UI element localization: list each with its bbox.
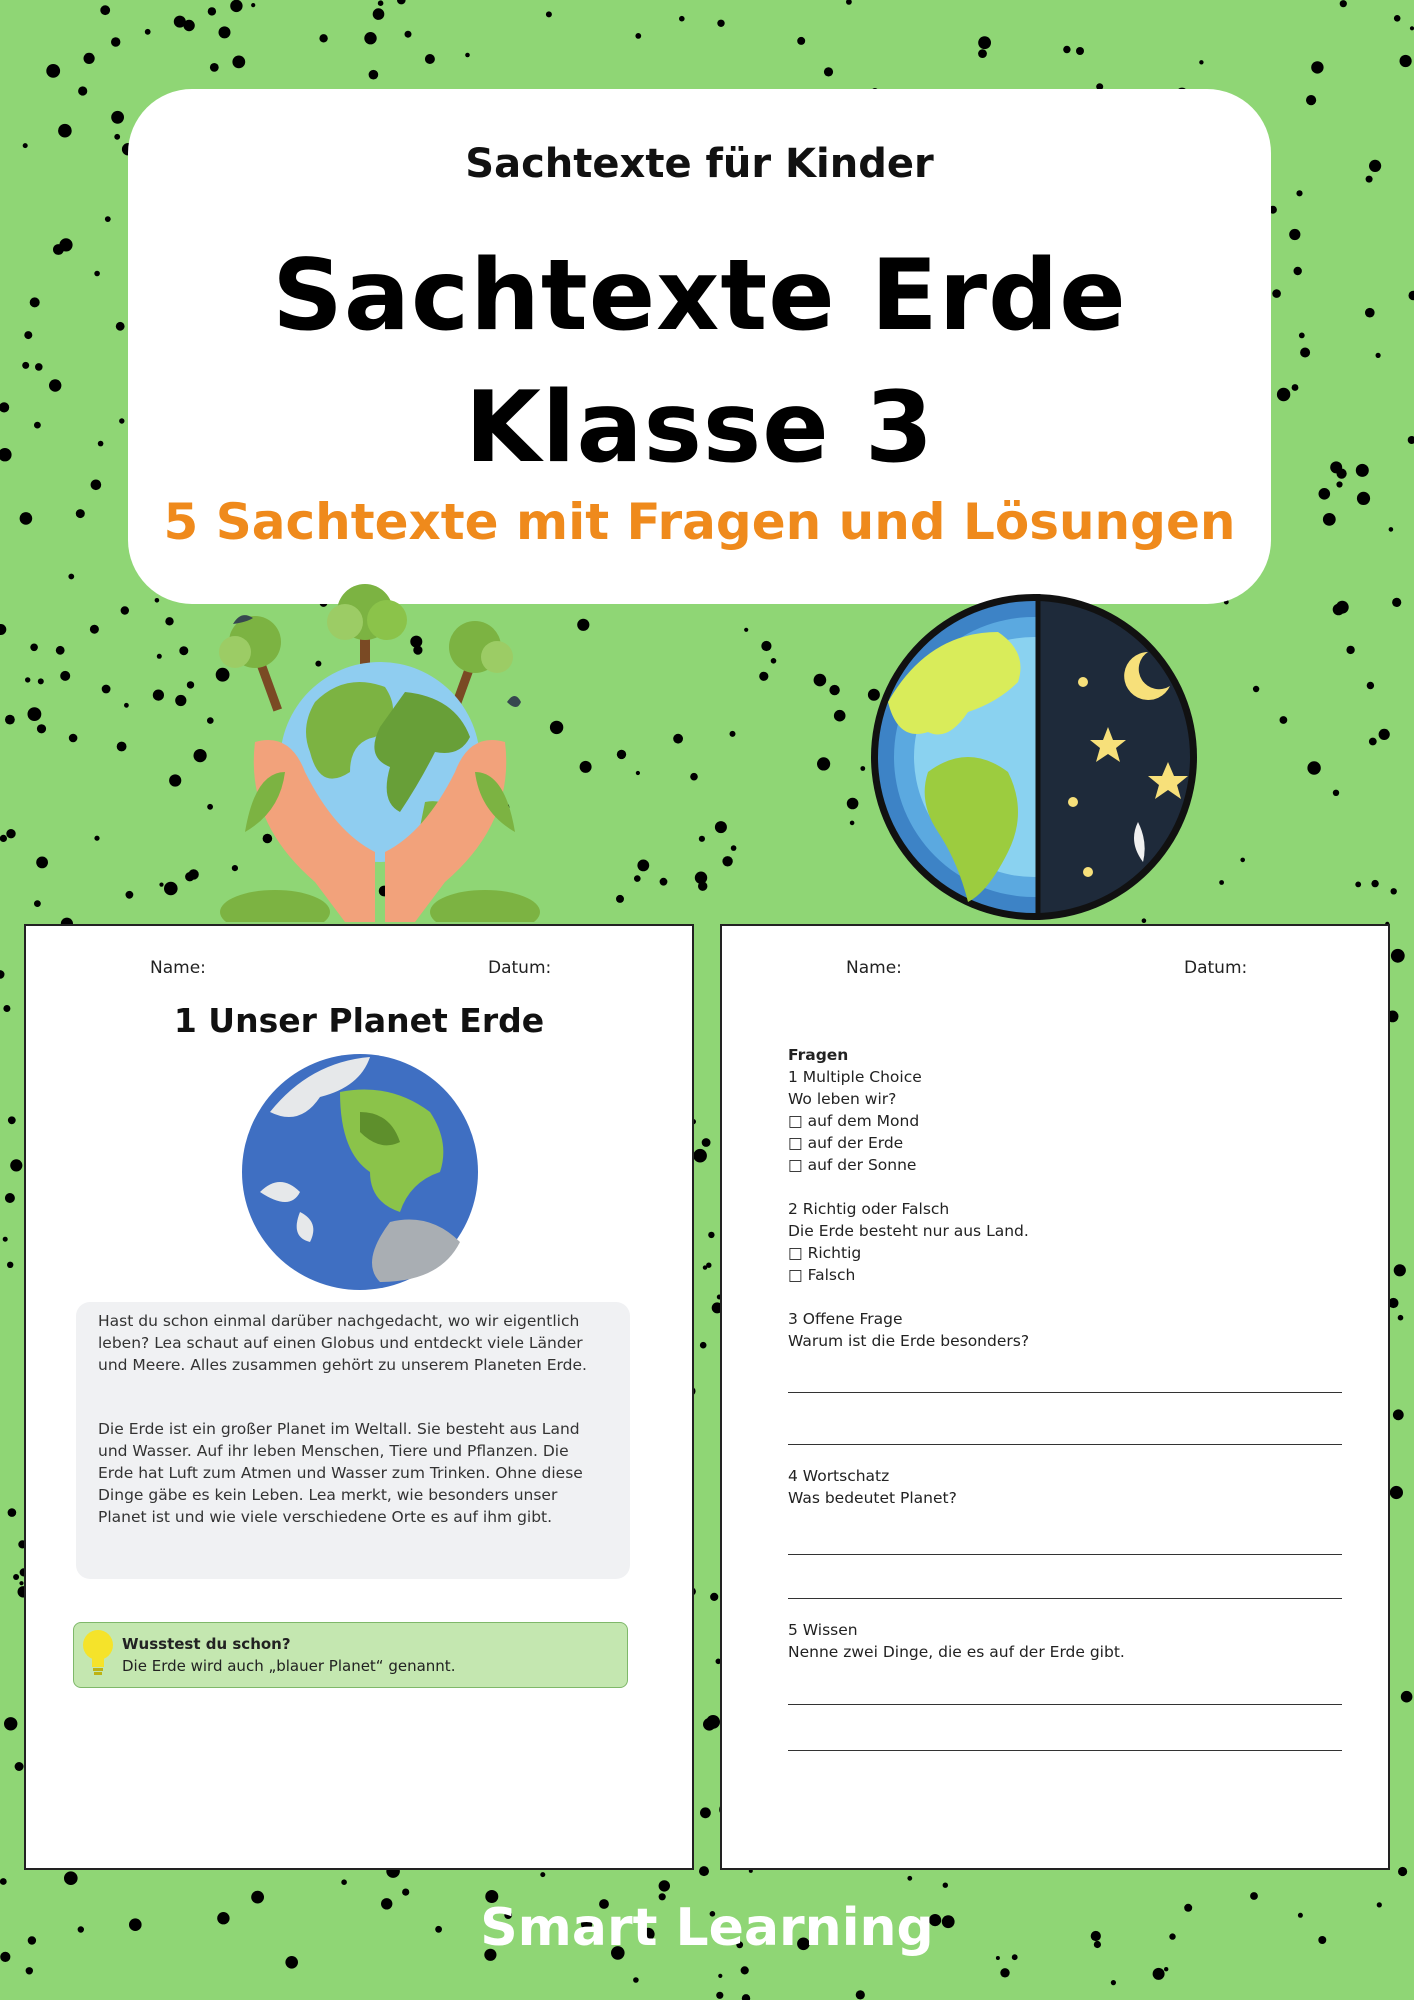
- question-list-2: [788, 1465, 1348, 1509]
- q1-title: 1 Multiple Choice: [788, 1068, 922, 1086]
- q4-title: 4 Wortschatz: [788, 1467, 890, 1485]
- question-list-3: [788, 1619, 1348, 1663]
- q1-option: □ auf dem Mond: [788, 1112, 920, 1130]
- answer-line: [788, 1444, 1342, 1445]
- reading-text-box: [76, 1302, 630, 1579]
- q3-text: Warum ist die Erde besonders?: [788, 1332, 1030, 1350]
- main-title-line1: Sachtexte Erde: [272, 239, 1127, 353]
- name-label: Name:: [150, 958, 206, 978]
- worksheet-questions-page: [720, 924, 1390, 1870]
- q2-option: □ Richtig: [788, 1244, 862, 1262]
- answer-line: [788, 1554, 1342, 1555]
- tip-title: Wusstest du schon?: [122, 1635, 291, 1653]
- answer-line: [788, 1392, 1342, 1393]
- main-title-line2: Klasse 3: [464, 371, 935, 485]
- lightbulb-icon: [82, 1629, 114, 1679]
- answer-line: [788, 1598, 1342, 1599]
- q5-title: 5 Wissen: [788, 1621, 858, 1639]
- answer-line: [788, 1750, 1342, 1751]
- globe-in-hands-illustration: [205, 582, 555, 922]
- header-card: [128, 89, 1271, 604]
- brand-logo: Smart Learning: [480, 1898, 934, 1958]
- tip-text: Die Erde wird auch „blauer Planet“ genannt.: [122, 1657, 456, 1675]
- q5-text: Nenne zwei Dinge, die es auf der Erde gibt.: [788, 1643, 1125, 1661]
- tip-box: [73, 1622, 628, 1688]
- reading-paragraph-2: Die Erde ist ein großer Planet im Weltall. Sie besteht aus Land und Wasser. Auf ihr leben Menschen, Tiere und Pflanzen. Die Erde hat Luft zum Atmen und Wasser zum Trinken. Ohne diese Dinge gäbe es kein Leben. Lea merkt, wie besonders unser Planet ist und wie viele verschiedene Orte es auf ihm gibt.: [98, 1420, 583, 1526]
- reading-paragraph-1: Hast du schon einmal darüber nachgedacht, wo wir eigentlich leben? Lea schaut auf einen Globus und entdeckt viele Länder und Meere. Alles zusammen gehört zu unserem Planeten Erde.: [98, 1312, 587, 1374]
- q2-text: Die Erde besteht nur aus Land.: [788, 1222, 1029, 1240]
- worksheet-text-page: [24, 924, 694, 1870]
- kicker-text: Sachtexte für Kinder: [465, 141, 934, 187]
- q1-option: □ auf der Erde: [788, 1134, 904, 1152]
- date-label: Datum:: [1184, 958, 1248, 978]
- questions-heading: Fragen: [788, 1046, 849, 1064]
- q1-text: Wo leben wir?: [788, 1090, 897, 1108]
- date-label: Datum:: [488, 958, 552, 978]
- page-title: 1 Unser Planet Erde: [173, 1001, 545, 1040]
- subtitle: 5 Sachtexte mit Fragen und Lösungen: [163, 493, 1236, 551]
- question-list: [788, 1044, 1348, 1352]
- q3-title: 3 Offene Frage: [788, 1310, 903, 1328]
- answer-line: [788, 1704, 1342, 1705]
- q2-title: 2 Richtig oder Falsch: [788, 1200, 950, 1218]
- name-label: Name:: [846, 958, 902, 978]
- q1-option: □ auf der Sonne: [788, 1156, 917, 1174]
- earth-day-night-illustration: [858, 592, 1210, 922]
- q4-text: Was bedeutet Planet?: [788, 1489, 957, 1507]
- q2-option: □ Falsch: [788, 1266, 856, 1284]
- earth-icon: [240, 1052, 480, 1292]
